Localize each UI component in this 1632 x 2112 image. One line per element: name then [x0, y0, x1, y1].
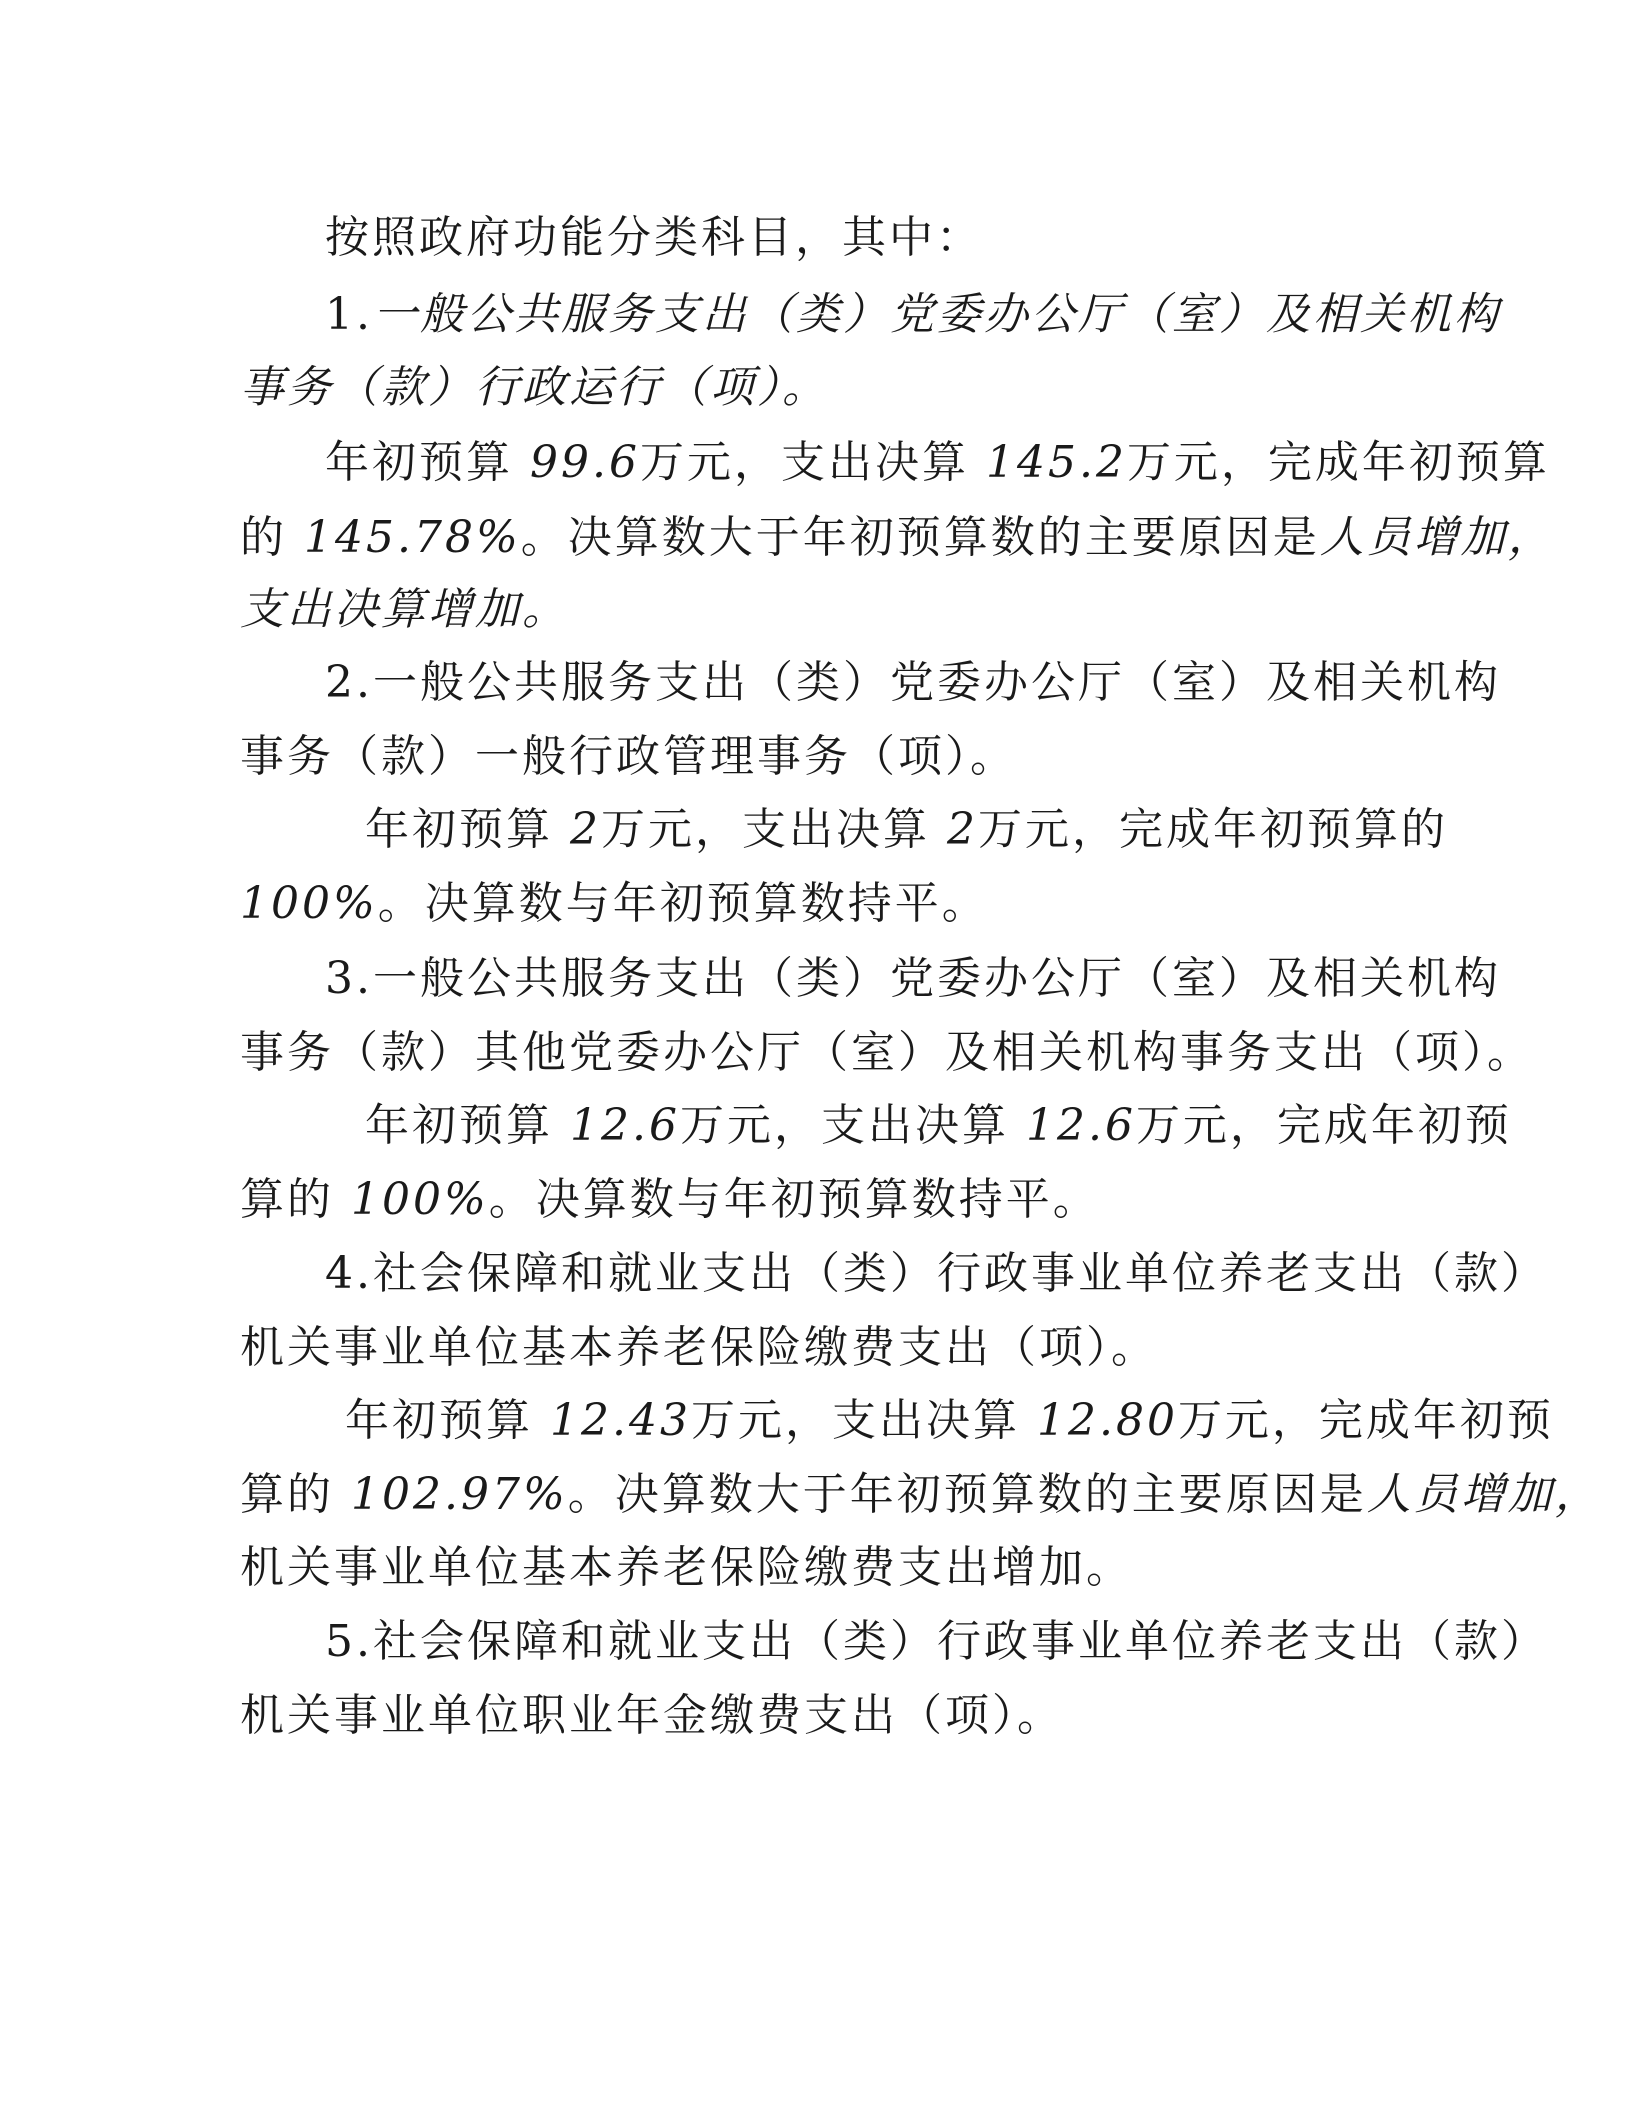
text-segment: 万元，完成年初预 [1177, 1395, 1554, 1446]
text-segment: 万元，完成年初预 [1135, 1100, 1512, 1151]
text-segment: 机关事业单位职业年金缴费支出（项）。 [240, 1690, 1064, 1741]
text-segment: 12.43 [550, 1395, 691, 1446]
text-line [325, 951, 1501, 1007]
text-segment: 机关事业单位基本养老保险缴费支出增加。 [240, 1542, 1133, 1593]
text-segment: 145.2 [985, 437, 1127, 488]
text-segment: 万元，完成年初预算的 [978, 804, 1448, 855]
text-line [240, 582, 569, 638]
text-line [240, 1172, 1100, 1228]
text-line [325, 1614, 1548, 1670]
text-segment: 的 [240, 512, 304, 563]
text-line [365, 1098, 1512, 1154]
text-line [325, 210, 983, 266]
text-line [240, 1320, 1158, 1376]
text-segment: 。决算数与年初预算数持平。 [488, 1174, 1100, 1225]
text-segment: 事务（款）行政运行（项）。 [240, 362, 829, 413]
text-segment: 100% [240, 878, 378, 929]
text-segment: 100% [351, 1174, 489, 1225]
text-line [240, 360, 829, 416]
text-segment: 年初预算 [365, 804, 570, 855]
text-segment: 人员增加， [1366, 1469, 1602, 1520]
text-segment: 12.6 [1025, 1100, 1136, 1151]
text-segment: 2 [947, 804, 978, 855]
text-segment: 年初预算 [345, 1395, 550, 1446]
text-segment: 万元，完成年初预算 [1126, 437, 1550, 488]
text-segment: 102.97% [351, 1469, 568, 1520]
text-segment: 年初预算 [325, 437, 530, 488]
text-segment: 人员增加， [1319, 512, 1555, 563]
text-line [240, 876, 989, 932]
text-segment: 万元，支出决算 [690, 1395, 1037, 1446]
text-segment: 12.6 [570, 1100, 680, 1151]
text-line [325, 287, 1501, 343]
text-segment: 2.一般公共服务支出（类）党委办公厅（室）及相关机构 [325, 657, 1501, 708]
text-line [325, 655, 1501, 711]
text-segment: 万元，支出决算 [679, 1100, 1026, 1151]
text-line [240, 510, 1555, 566]
text-segment: 12.80 [1036, 1395, 1178, 1446]
text-line [365, 802, 1448, 858]
text-segment: 机关事业单位基本养老保险缴费支出（项）。 [240, 1322, 1158, 1373]
text-line [325, 1246, 1548, 1302]
text-line [240, 1540, 1133, 1596]
text-line [240, 1688, 1064, 1744]
text-segment: 4.社会保障和就业支出（类）行政事业单位养老支出（款） [325, 1248, 1548, 1299]
text-segment: 145.78% [304, 512, 521, 563]
text-segment: 事务（款）一般行政管理事务（项）。 [240, 731, 1017, 782]
text-line [345, 1393, 1554, 1449]
text-segment: 2 [570, 804, 601, 855]
text-segment: 年初预算 [365, 1100, 570, 1151]
text-segment: 按照政府功能分类科目，其中： [325, 212, 983, 263]
text-segment: 一般公共服务支出（类）党委办公厅（室）及相关机构 [372, 289, 1501, 340]
text-line [240, 1025, 1534, 1081]
text-segment: 。决算数大于年初预算数的主要原因是 [520, 512, 1320, 563]
text-segment: 算的 [240, 1174, 351, 1225]
text-segment: 算的 [240, 1469, 351, 1520]
text-segment: 万元，支出决算 [639, 437, 986, 488]
text-segment: 99.6 [530, 437, 640, 488]
text-segment: 3.一般公共服务支出（类）党委办公厅（室）及相关机构 [325, 953, 1501, 1004]
text-line [240, 1467, 1602, 1523]
text-segment: 支出决算增加。 [240, 584, 569, 635]
text-segment: 。决算数与年初预算数持平。 [377, 878, 989, 929]
text-segment: 。决算数大于年初预算数的主要原因是 [567, 1469, 1367, 1520]
text-segment: 5.社会保障和就业支出（类）行政事业单位养老支出（款） [325, 1616, 1548, 1667]
text-segment: 事务（款）其他党委办公厅（室）及相关机构事务支出（项）。 [240, 1027, 1534, 1078]
text-line [240, 729, 1017, 785]
text-segment: 1. [325, 289, 373, 340]
text-segment: 万元，支出决算 [601, 804, 947, 855]
text-line [325, 435, 1550, 491]
